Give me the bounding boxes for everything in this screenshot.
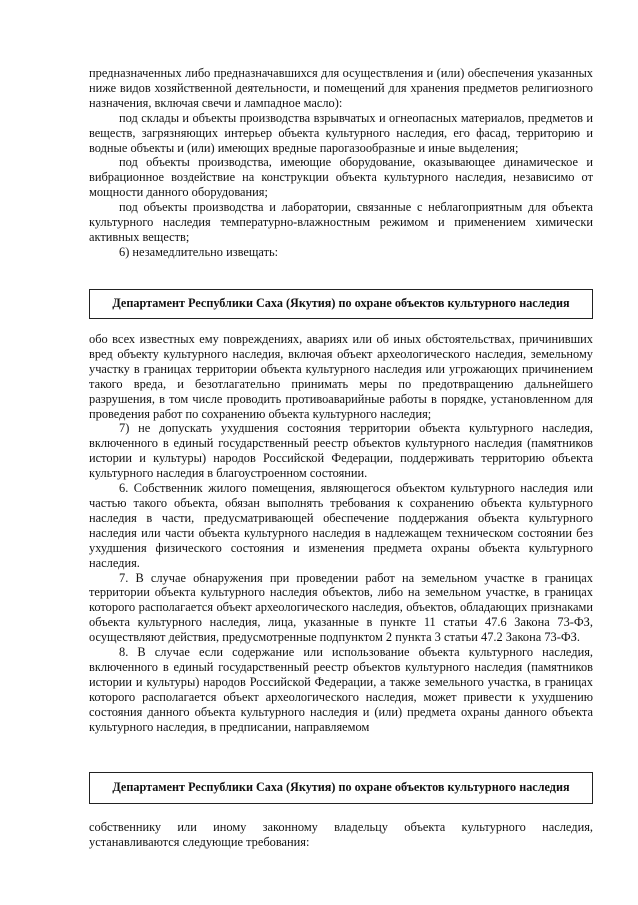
banner-text: Департамент Республики Саха (Якутия) по охране объектов культурного наследия <box>112 296 570 310</box>
paragraph: под склады и объекты производства взрывчатых и огнеопасных материалов, предметов и веществ, загрязняющих интерьер объекта культурного наследия, его фасад, территорию и водные объекты и (или) имеющих вредные парогазообразные и иные выделения; <box>89 110 593 155</box>
paragraph: предназначенных либо предназначавшихся для осуществления и (или) обеспечения указанных ниже видов хозяйственной деятельности, и помещений для хранения предметов религиозного назначения, включая свечи и лампадное масло): <box>89 66 593 110</box>
paragraph: 8. В случае если содержание или использование объекта культурного наследия, включенного в единый государственный реестр объектов культурного наследия (памятников истории и культуры) народов Российской Федерации, а также земельного участка, в границах которого располагается объект археологического наследия, может привести к ухудшению состояния данного объекта культурного наследия и (или) предмета охраны данного объекта культурного наследия, в предписании, направляемом <box>89 645 593 734</box>
paragraph: собственнику или иному законному владельцу объекта культурного наследия, устанавливаются следующие требования: <box>89 820 593 849</box>
department-banner-2 <box>89 772 593 804</box>
text-section-1 <box>89 66 593 260</box>
paragraph: 6. Собственник жилого помещения, являющегося объектом культурного наследия или частью такого объекта, обязан выполнять требования к сохранению объекта культурного наследия в части, предусматривающей обеспечение поддержания объекта культурного наследия или части объекта культурного наследия в надлежащем техническом состоянии без ухудшения физического состояния и изменения предмета охраны объекта культурного наследия. <box>89 481 593 570</box>
paragraph: 6) незамедлительно извещать: <box>119 244 279 259</box>
text-section-3 <box>89 820 593 850</box>
text-section-2 <box>89 332 593 734</box>
banner-text: Департамент Республики Саха (Якутия) по охране объектов культурного наследия <box>112 780 570 794</box>
paragraph: обо всех известных ему повреждениях, авариях или об иных обстоятельствах, причинивших вред объекту культурного наследия, включая объект археологического наследия, земельному участку в границах территории объекта культурного наследия или угрожающих причинением такого вреда, и безотлагательно принимать меры по предотвращению дальнейшего разрушения, в том числе проводить противоаварийные работы в порядке, установленном для проведения работ по сохранению объекта культурного наследия; <box>89 332 593 421</box>
department-banner-1 <box>89 289 593 319</box>
paragraph: 7) не допускать ухудшения состояния территории объекта культурного наследия, включенного в единый государственный реестр объектов культурного наследия (памятников истории и культуры) народов Российской Федерации, поддерживать территорию объекта культурного наследия в благоустроенном состоянии. <box>89 421 593 481</box>
paragraph: под объекты производства и лаборатории, связанные с неблагоприятным для объекта культурного наследия температурно-влажностным режимом и применением химически активных веществ; <box>89 200 593 244</box>
paragraph: 7. В случае обнаружения при проведении работ на земельном участке в границах территории объекта культурного наследия объектов, либо на земельном участке, в границах которого располагается объект археологического наследия, объектов, обладающих признаками объекта культурного наследия, лица, указанные в пункте 11 статьи 47.6 Закона 73-ФЗ, осуществляют действия, предусмотренные подпунктом 2 пункта 3 статьи 47.2 Закона 73-ФЗ. <box>89 570 593 645</box>
paragraph: под объекты производства, имеющие оборудование, оказывающее динамическое и вибрационное воздействие на конструкции объекта культурного наследия, независимо от мощности данного оборудования; <box>89 155 593 200</box>
